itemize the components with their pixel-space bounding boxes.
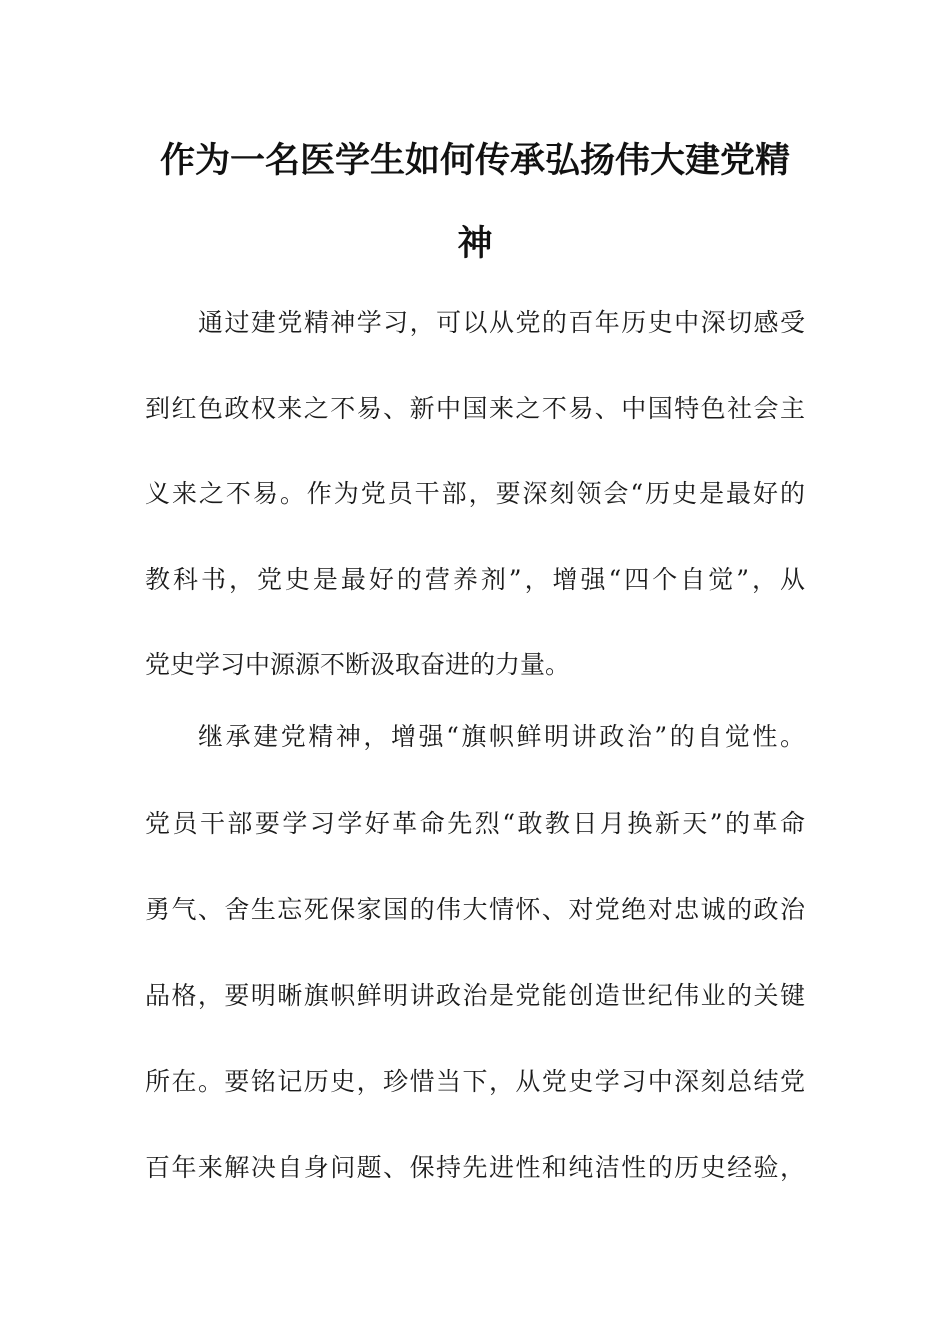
document-title-line-2: 神	[457, 224, 493, 264]
body-line-3: 义来之不易。作为党员干部，要深刻领会“历史是最好的	[145, 479, 805, 508]
body-line-7: 党员干部要学习学好革命先烈“敢教日月换新天”的革命	[145, 809, 805, 838]
body-line-1: 通过建党精神学习，可以从党的百年历史中深切感受	[198, 308, 805, 337]
body-line-9: 品格，要明晰旗帜鲜明讲政治是党能创造世纪伟业的关键	[145, 981, 805, 1010]
body-line-5: 党史学习中源源不断汲取奋进的力量。	[145, 650, 571, 679]
body-line-8: 勇气、舍生忘死保家国的伟大情怀、对党绝对忠诚的政治	[145, 895, 805, 924]
body-line-10: 所在。要铭记历史，珍惜当下，从党史学习中深刻总结党	[145, 1067, 805, 1096]
body-line-11: 百年来解决自身问题、保持先进性和纯洁性的历史经验，	[145, 1153, 805, 1182]
body-line-4: 教科书，党史是最好的营养剂”，增强“四个自觉”，从	[145, 565, 805, 594]
body-line-2: 到红色政权来之不易、新中国来之不易、中国特色社会主	[145, 394, 805, 423]
body-line-6: 继承建党精神，增强“旗帜鲜明讲政治”的自觉性。	[198, 722, 805, 751]
document-title-line-1: 作为一名医学生如何传承弘扬伟大建党精	[159, 141, 790, 181]
